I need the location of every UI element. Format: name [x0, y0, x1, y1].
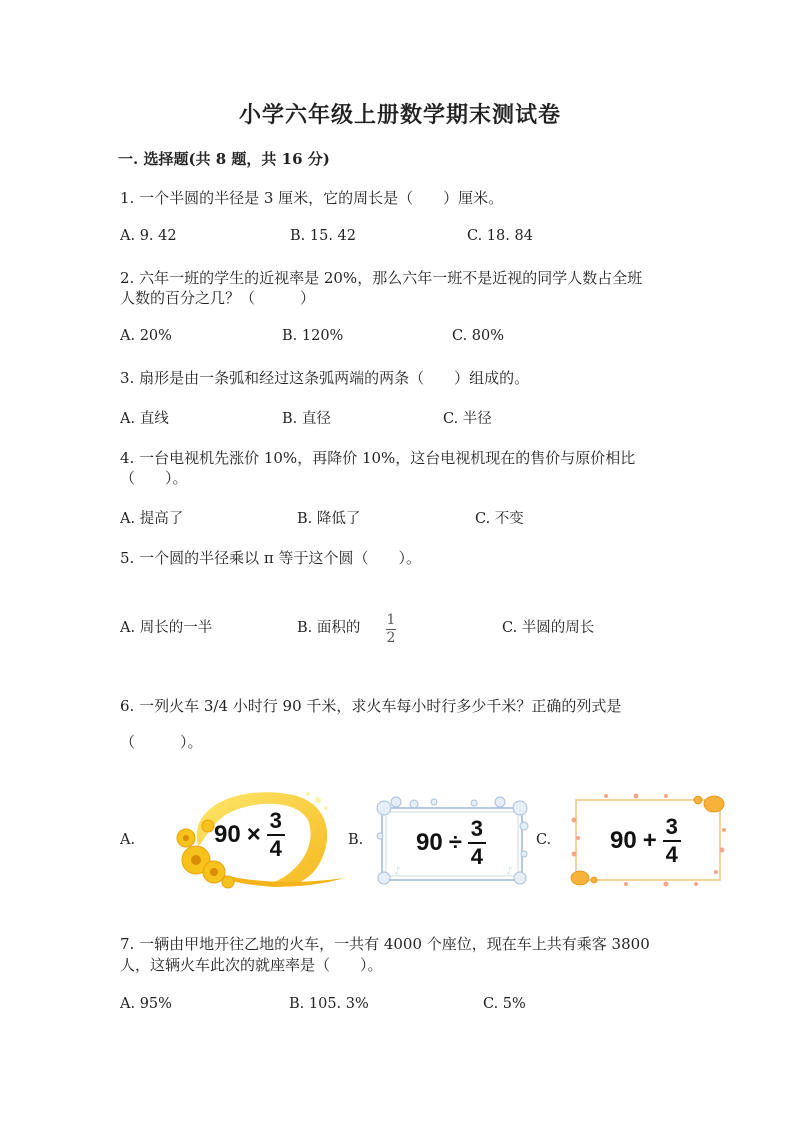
question-7-option-c: C. 5%	[483, 996, 526, 1012]
question-6-line-1: 6. 一列火车 3/4 小时行 90 千米，求火车每小时行多少千米？正确的列式是	[120, 697, 622, 715]
question-2-option-c: C. 80%	[452, 328, 505, 344]
question-4-option-b: B. 降低了	[297, 511, 361, 527]
question-4-option-c: C. 不变	[475, 511, 524, 527]
expression-b-fraction	[468, 818, 486, 868]
question-7-line-1: 7. 一辆由甲地开往乙地的火车，一共有 4000 个座位，现在车上共有乘客 3800	[120, 935, 650, 953]
expression-c-denominator: 4	[665, 842, 678, 867]
question-6-line-2: （ ）。	[120, 733, 203, 751]
fraction-denominator: 2	[386, 630, 396, 646]
option-c-image	[566, 790, 730, 890]
question-3-option-b: B. 直径	[282, 411, 331, 427]
question-2-line-2: 人数的百分之几？（ ）	[120, 289, 316, 307]
question-4-line-2: （ ）。	[120, 469, 188, 487]
question-7-option-a: A. 95%	[120, 996, 172, 1012]
question-2-option-b: B. 120%	[282, 328, 344, 344]
expression-a-operator: ×	[246, 821, 261, 848]
page-title: 小学六年级上册数学期末测试卷	[238, 102, 561, 128]
question-4-line-1: 4. 一台电视机先涨价 10%，再降价 10%，这台电视机现在的售价与原价相比	[120, 449, 636, 467]
svg-text:♪: ♪	[394, 866, 401, 877]
question-3-option-c: C. 半径	[443, 411, 492, 427]
question-5-option-b: B. 面积的	[297, 620, 361, 636]
expression-a-number: 90	[214, 821, 241, 848]
question-2-line-1: 2. 六年一班的学生的近视率是 20%，那么六年一班不是近视的同学人数占全班	[120, 269, 643, 287]
question-3-option-a: A. 直线	[120, 411, 169, 427]
question-1-option-a: A. 9. 42	[120, 228, 177, 244]
question-1-option-b: B. 15. 42	[290, 228, 356, 244]
expression-b-numerator: 3	[470, 816, 483, 841]
fraction-one-half	[386, 609, 396, 646]
expression-b-number: 90	[416, 829, 443, 856]
question-6-option-c: C.	[536, 832, 552, 848]
question-2-option-a: A. 20%	[120, 328, 172, 344]
question-1-option-c: C. 18. 84	[467, 228, 533, 244]
question-7-option-b: B. 105. 3%	[289, 996, 369, 1012]
expression-b-denominator: 4	[470, 844, 483, 869]
option-b-image	[374, 796, 530, 888]
question-6-option-a: A.	[120, 832, 136, 848]
expression-c-numerator: 3	[665, 814, 678, 839]
expression-a	[214, 810, 285, 860]
expression-a-numerator: 3	[269, 808, 282, 833]
fraction-numerator: 1	[386, 612, 396, 628]
question-5-text: 5. 一个圆的半径乘以 π 等于这个圆（ ）。	[120, 549, 421, 567]
option-a-image	[168, 786, 344, 892]
expression-b	[416, 818, 486, 868]
section-heading: 一. 选择题(共 8 题，共 16 分)	[118, 150, 330, 168]
question-4-option-a: A. 提高了	[120, 511, 184, 527]
question-3-text: 3. 扇形是由一条弧和经过这条弧两端的两条（ ）组成的。	[120, 369, 530, 387]
expression-a-fraction	[267, 810, 285, 860]
question-1-text: 1. 一个半圆的半径是 3 厘米，它的周长是（ ）厘米。	[120, 189, 504, 207]
question-7-line-2: 人，这辆火车此次的就座率是（ ）。	[120, 956, 383, 974]
question-6-option-b: B.	[348, 832, 364, 848]
expression-c-operator: +	[642, 827, 657, 854]
svg-text:♪: ♪	[506, 866, 513, 877]
question-5-option-c: C. 半圆的周长	[502, 620, 595, 636]
expression-c-number: 90	[610, 827, 637, 854]
expression-b-operator: ÷	[448, 829, 462, 856]
expression-a-denominator: 4	[269, 836, 282, 861]
expression-c-fraction	[663, 816, 681, 866]
question-5-option-a: A. 周长的一半	[120, 620, 213, 636]
expression-c	[610, 816, 681, 866]
